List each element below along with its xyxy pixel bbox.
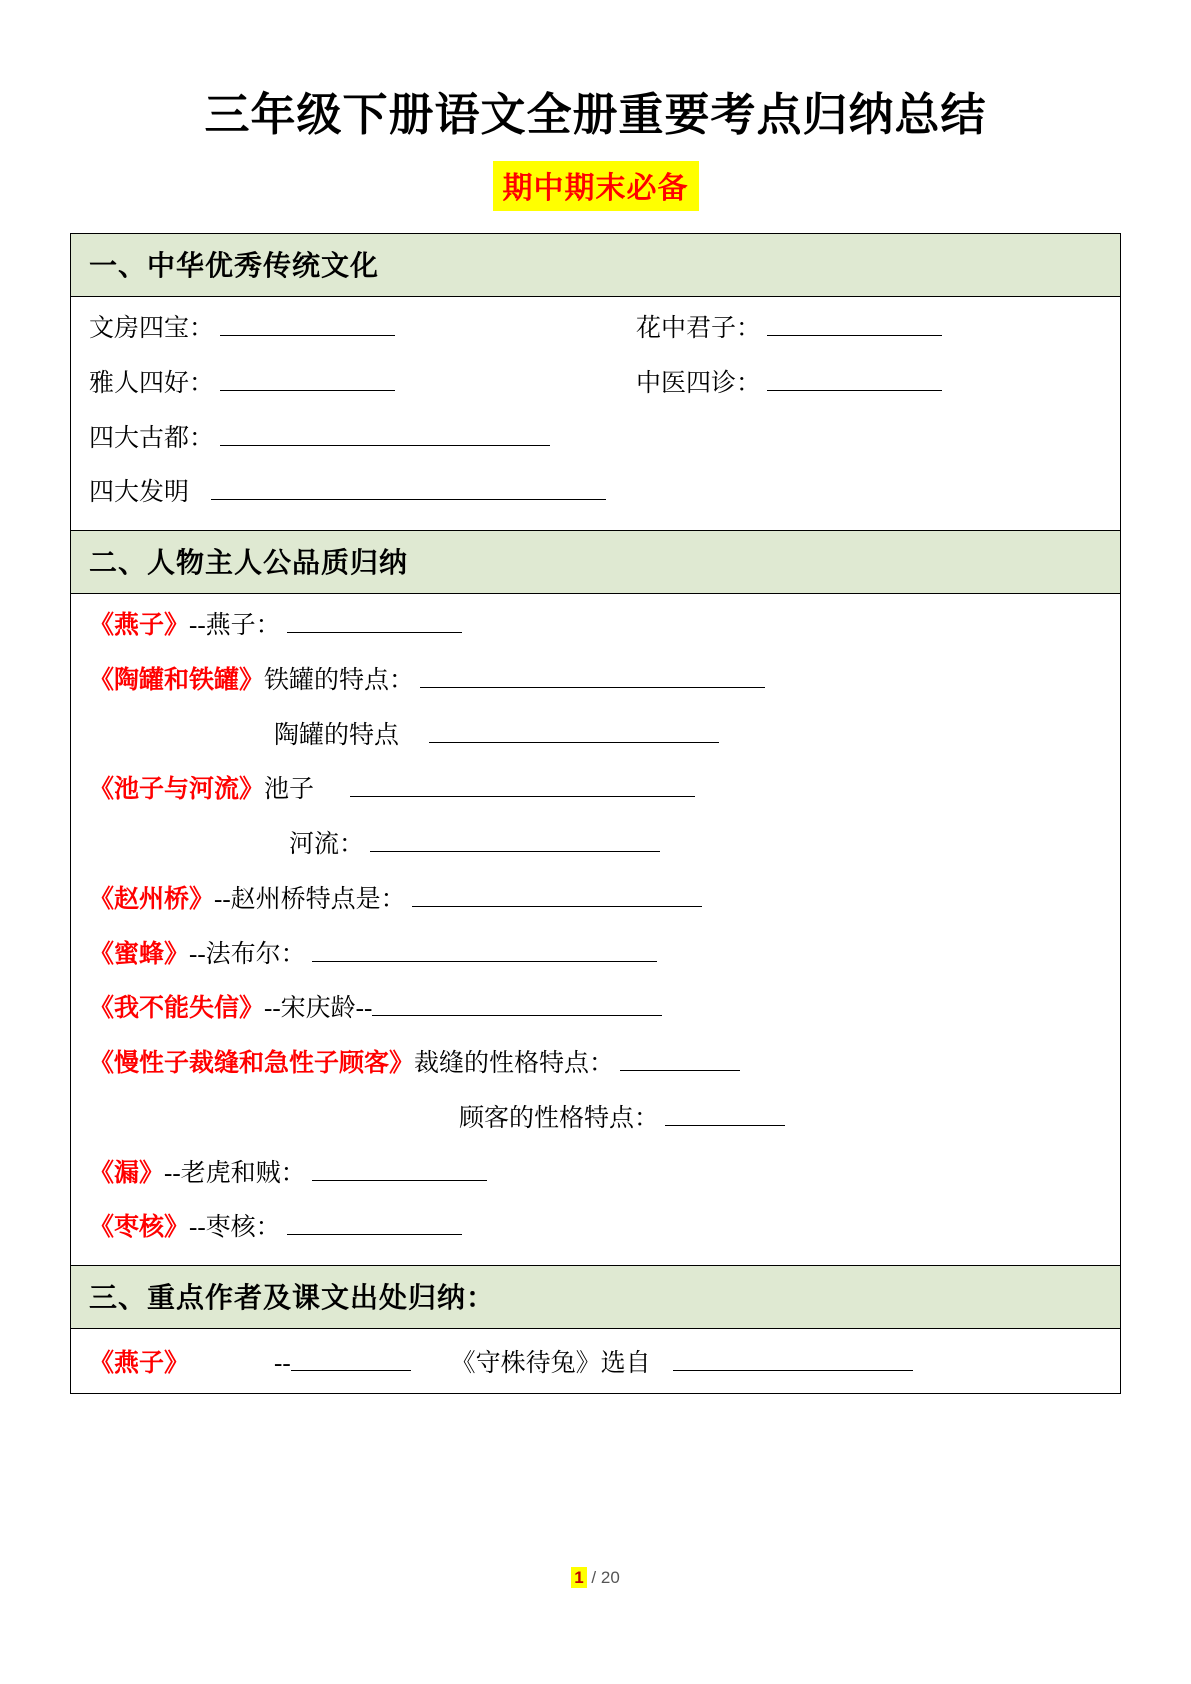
field-zhongyi-sizhen	[636, 366, 942, 399]
section-body-1	[71, 297, 1121, 531]
page-separator: /	[591, 1568, 597, 1587]
section-body-3	[71, 1329, 1121, 1394]
answer-blank[interactable]	[220, 366, 395, 391]
total-pages: 20	[600, 1568, 620, 1587]
answer-blank[interactable]	[291, 1346, 411, 1371]
item-label: --老虎和贼：	[164, 1159, 306, 1187]
section-heading-2: 二、人物主人公品质归纳	[71, 531, 1121, 594]
content-table	[70, 233, 1121, 1394]
answer-blank[interactable]	[220, 311, 395, 336]
answer-blank[interactable]	[420, 663, 765, 688]
character-item	[89, 882, 1102, 915]
answer-blank[interactable]	[211, 475, 606, 500]
text-title: 《陶罐和铁罐》	[89, 665, 265, 694]
answer-blank[interactable]	[665, 1101, 785, 1126]
text-title: 《蜜蜂》	[89, 939, 190, 968]
character-item	[89, 608, 1102, 641]
section-body-2	[71, 594, 1121, 1266]
section-heading-3: 三、重点作者及课文出处归纳：	[71, 1266, 1121, 1329]
answer-blank[interactable]	[767, 311, 942, 336]
item-label: 河流：	[289, 831, 365, 858]
answer-blank[interactable]	[350, 772, 695, 797]
page-footer	[0, 1568, 1191, 1588]
item-label: 顾客的性格特点：	[459, 1104, 660, 1132]
answer-blank[interactable]	[412, 882, 702, 907]
character-item	[89, 1101, 1102, 1134]
text-title: 《燕子》	[89, 611, 190, 639]
text-title: 《慢性子裁缝和急性子顾客》	[89, 1049, 415, 1077]
field-wenfang-sibao	[89, 311, 636, 344]
item-label: --燕子：	[189, 612, 281, 639]
character-item	[89, 718, 1102, 751]
author-source-row	[89, 1343, 1102, 1379]
current-page-number: 1	[571, 1567, 586, 1588]
answer-blank[interactable]	[673, 1346, 913, 1371]
character-item	[89, 772, 1102, 805]
field-label: 花中君子：	[636, 315, 762, 342]
item-label: --法布尔：	[189, 940, 306, 968]
answer-blank[interactable]	[312, 937, 657, 962]
item-label: 《守株待兔》选自	[450, 1350, 651, 1377]
item-label: 陶罐的特点	[274, 721, 400, 749]
answer-blank[interactable]	[370, 827, 660, 852]
item-label: 裁缝的性格特点：	[414, 1050, 615, 1077]
field-label: 四大古都：	[89, 424, 215, 452]
character-item	[89, 827, 1102, 860]
field-label: 四大发明	[89, 479, 190, 507]
field-sida-faming	[89, 475, 606, 508]
text-title: 《赵州桥》	[89, 884, 215, 913]
character-item	[89, 663, 1102, 696]
subtitle-highlight: 期中期末必备	[493, 161, 699, 211]
answer-blank[interactable]	[312, 1156, 487, 1181]
answer-blank[interactable]	[220, 421, 550, 446]
character-item	[89, 1156, 1102, 1189]
item-label: --赵州桥特点是：	[214, 885, 406, 913]
traditional-culture-row	[89, 421, 1102, 454]
dash-separator: --	[274, 1350, 291, 1377]
item-label: 池子	[264, 776, 315, 804]
page-title: 三年级下册语文全册重要考点归纳总结	[204, 89, 987, 140]
answer-blank[interactable]	[287, 608, 462, 633]
text-title: 《我不能失信》	[89, 994, 265, 1023]
character-item	[89, 937, 1102, 970]
text-title: 《漏》	[89, 1158, 165, 1187]
traditional-culture-row	[89, 311, 1102, 344]
field-huazhong-junzi	[636, 311, 942, 344]
character-item	[89, 1210, 1102, 1243]
character-item	[89, 991, 1102, 1024]
text-title: 《枣核》	[89, 1213, 190, 1242]
item-label: 铁罐的特点：	[264, 666, 415, 694]
traditional-culture-row	[89, 475, 1102, 508]
text-title: 《燕子》	[89, 1349, 190, 1377]
answer-blank[interactable]	[429, 718, 719, 743]
field-yaren-sihao	[89, 366, 636, 399]
answer-blank[interactable]	[620, 1046, 740, 1071]
character-item	[89, 1046, 1102, 1079]
field-label: 文房四宝：	[89, 315, 215, 342]
field-label: 中医四诊：	[636, 369, 762, 397]
section-heading-1: 一、中华优秀传统文化	[71, 234, 1121, 297]
item-label: --宋庆龄--	[264, 995, 373, 1023]
subtitle-container	[70, 161, 1121, 211]
answer-blank[interactable]	[287, 1210, 462, 1235]
field-label: 雅人四好：	[89, 369, 215, 397]
answer-blank[interactable]	[372, 991, 662, 1016]
field-sida-gudu	[89, 421, 550, 454]
answer-blank[interactable]	[767, 366, 942, 391]
item-label: --枣核：	[189, 1214, 281, 1242]
text-title: 《池子与河流》	[89, 775, 265, 804]
traditional-culture-row	[89, 366, 1102, 399]
